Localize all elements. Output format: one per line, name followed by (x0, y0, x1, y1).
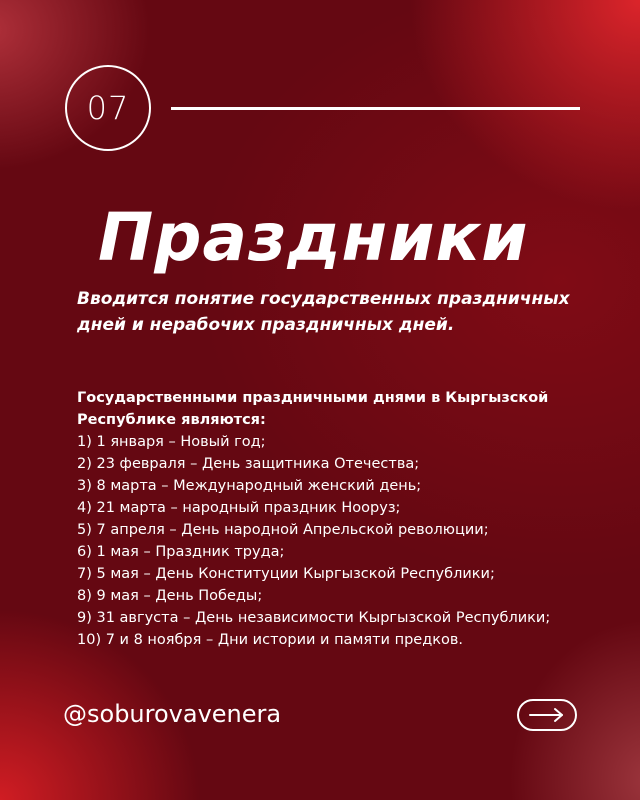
list-item: 9) 31 августа – День независимости Кыргызской Республики; (77, 610, 551, 626)
list-item: 4) 21 марта – народный праздник Нооруз; (77, 500, 401, 516)
list-item: 8) 9 мая – День Победы; (77, 588, 263, 604)
header-divider (171, 107, 580, 110)
holiday-list (77, 431, 597, 651)
page-title: Праздники (98, 199, 529, 276)
slide-number: 07 (86, 89, 130, 127)
list-item: 1) 1 января – Новый год; (77, 434, 266, 450)
list-item: 2) 23 февраля – День защитника Отечества; (77, 456, 420, 472)
list-item: 10) 7 и 8 ноября – Дни истории и памяти предков. (77, 632, 463, 648)
list-item: 5) 7 апреля – День народной Апрельской революции; (77, 522, 489, 538)
slide-number-badge (65, 65, 151, 151)
list-item: 6) 1 мая – Праздник труда; (77, 544, 285, 560)
intro-text: Государственными праздничными днями в Кыргызской Республике являются: (77, 390, 549, 428)
list-item: 7) 5 мая – День Конституции Кыргызской Республики; (77, 566, 495, 582)
arrow-right-icon (528, 707, 566, 723)
author-handle[interactable]: @soburovavenera (63, 700, 282, 728)
list-item: 3) 8 марта – Международный женский день; (77, 478, 422, 494)
subtitle: Вводится понятие государственных праздничных дней и нерабочих праздничных дней. (77, 289, 570, 335)
next-button[interactable] (517, 699, 577, 731)
